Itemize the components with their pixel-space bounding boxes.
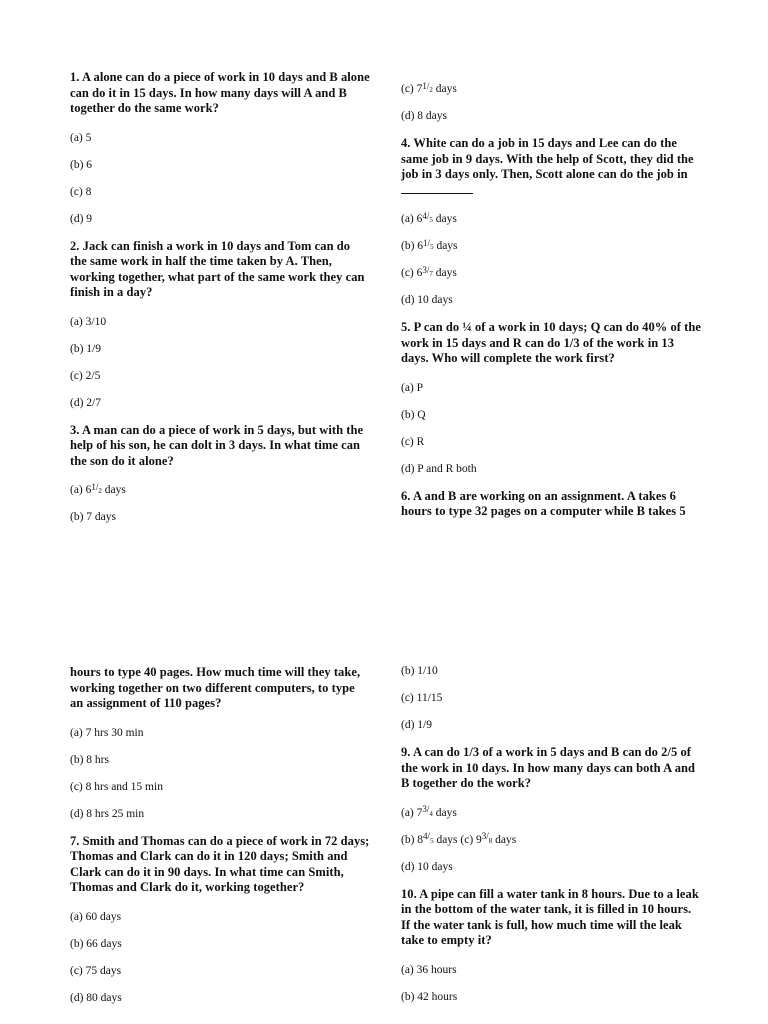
fraction-numerator: 1 (423, 237, 428, 248)
option-suffix: days (432, 806, 457, 819)
question-text (70, 70, 370, 117)
answer-option (70, 483, 370, 497)
fraction-numerator: 3 (422, 264, 427, 275)
question-block (401, 745, 701, 874)
fraction-denominator: 5 (430, 836, 434, 845)
option-prefix: (c) 7 (401, 83, 423, 95)
question-text-content: 2. Jack can finish a work in 10 days and Tom can do the same work in half the time taken by A. Then, working together, what part of the same work they can finish in a day? (70, 238, 365, 299)
answer-option: (a) 60 days (70, 910, 122, 923)
answer-option (401, 82, 701, 96)
question-text (70, 239, 370, 301)
question-text (70, 665, 370, 712)
answer-option (401, 833, 701, 847)
question-text-content: 6. A and B are working on an assignment. A takes 6 hours to type 32 pages on a computer while B takes 5 (401, 488, 686, 518)
answer-option: (b) 66 days (70, 937, 122, 950)
page-bottom-section (0, 650, 768, 1024)
option-suffix: days (432, 267, 457, 279)
fraction-numerator: 3 (481, 831, 487, 842)
answer-option: (b) 1/10 (401, 665, 438, 677)
fraction-slash: / (427, 237, 431, 248)
fraction-numerator: 3 (422, 804, 427, 815)
question-block (401, 136, 701, 307)
fraction-denominator: 5 (429, 216, 433, 224)
answer-option: (b) 1/9 (70, 342, 101, 355)
answer-option (401, 266, 701, 280)
fraction-denominator: 5 (430, 243, 434, 251)
answer-option: (b) 8 hrs (70, 753, 109, 766)
question-block (70, 239, 370, 410)
answer-option: (a) 36 hours (401, 963, 457, 976)
answer-option: (d) 80 days (70, 991, 122, 1004)
answer-option: (d) P and R both (401, 462, 477, 475)
question-text-content: 5. P can do ¼ of a work in 10 days; Q can do 40% of the work in 15 days and R can do 1/3 of the work in 13 days. Who will complete the work first? (401, 320, 701, 365)
option-suffix: days (101, 484, 126, 496)
fraction-slash: / (426, 80, 430, 91)
answer-option: (d) 2/7 (70, 396, 101, 409)
question-text (401, 887, 701, 949)
question-text-content: 9. A can do 1/3 of a work in 5 days and B can do 2/5 of the work in 10 days. In how many days can both A and B together do the work? (401, 745, 695, 790)
fraction-slash: / (426, 210, 430, 221)
question-text-content: 4. White can do a job in 15 days and Lee can do the same job in 9 days. With the help of Scott, they did the job in 3 days only. Then, Scott alone can do the job in (401, 136, 694, 181)
question-block (401, 320, 701, 476)
fraction-denominator: 2 (98, 487, 102, 495)
answer-option: (a) 5 (70, 131, 92, 144)
fraction-slash: / (426, 804, 430, 815)
fraction-denominator: 4 (429, 809, 433, 818)
right-column (401, 664, 701, 1017)
option-prefix: (b) 6 (401, 240, 424, 252)
answer-option: (c) 11/15 (401, 692, 443, 704)
answer-option: (c) 75 days (70, 964, 122, 977)
answer-option: (d) 8 hrs 25 min (70, 807, 145, 820)
fraction-numerator: 4 (423, 831, 428, 842)
fraction-slash: / (427, 831, 431, 842)
question-text (70, 423, 370, 470)
question-block (70, 423, 370, 525)
option-prefix: (c) 6 (401, 267, 423, 279)
answer-option: (c) 2/5 (70, 369, 101, 382)
option-suffix: days (492, 833, 517, 846)
question-block (401, 489, 701, 520)
answer-option: (c) R (401, 435, 425, 448)
question-block (70, 665, 370, 821)
answer-option (401, 239, 701, 253)
answer-option: (b) 42 hours (401, 990, 458, 1003)
fraction-slash: / (426, 264, 430, 275)
answer-option: (b) 7 days (70, 511, 116, 523)
question-block (401, 664, 701, 732)
fraction-numerator: 1 (422, 80, 427, 91)
option-prefix: (b) 8 (401, 833, 424, 846)
question-text (401, 320, 701, 367)
answer-option: (c) 8 (70, 185, 92, 198)
question-text (70, 834, 370, 896)
answer-option: (d) 10 days (401, 860, 453, 873)
answer-option (401, 806, 701, 820)
answer-option: (b) Q (401, 408, 426, 421)
fraction-denominator: 8 (488, 836, 493, 845)
question-text (401, 489, 701, 520)
answer-option (401, 212, 701, 226)
option-suffix: days (c) 9 (433, 833, 482, 846)
option-prefix: (a) 6 (401, 213, 423, 225)
fraction-numerator: 1 (91, 481, 96, 492)
question-text-content: 3. A man can do a piece of work in 5 days, but with the help of his son, he can dolt in 3 days. In what time can the son do it alone? (70, 422, 364, 468)
answer-option: (b) 6 (70, 158, 93, 171)
question-text-content: 7. Smith and Thomas can do a piece of work in 72 days; Thomas and Clark can do it in 120 days; Smith and Clark can do it in 90 days. In what time can Smith, Thomas and Clark do it, working together? (70, 833, 370, 894)
right-column (401, 82, 701, 534)
answer-option: (a) P (401, 381, 424, 394)
answer-option: (c) 8 hrs and 15 min (70, 780, 163, 793)
left-column (70, 70, 370, 537)
question-block (70, 70, 370, 226)
answer-option: (a) 3/10 (70, 315, 107, 328)
option-suffix: days (432, 83, 457, 95)
option-suffix: days (433, 240, 458, 252)
answer-option: (d) 1/9 (401, 719, 432, 731)
question-block (401, 82, 701, 123)
answer-option: (d) 9 (70, 212, 93, 225)
question-text (401, 745, 701, 792)
option-prefix: (a) 6 (70, 484, 92, 496)
option-suffix: days (432, 213, 457, 225)
answer-option: (d) 10 days (401, 294, 453, 306)
fraction-slash: / (95, 481, 99, 492)
question-text-content: 1. A alone can do a piece of work in 10 days and B alone can do it in 15 days. In how many days will A and B together do the same work? (70, 70, 370, 115)
question-text-content: 10. A pipe can fill a water tank in 8 hours. Due to a leak in the bottom of the water tank, it is filled in 10 hours. If the water tank is full, how much time will the leak take to empty it? (401, 886, 699, 947)
option-prefix: (a) 7 (401, 806, 423, 819)
question-block (70, 834, 370, 1005)
fraction-numerator: 4 (422, 210, 427, 221)
answer-option: (a) 7 hrs 30 min (70, 726, 144, 739)
fraction-slash: / (486, 831, 489, 842)
question-block (401, 887, 701, 1004)
fraction-denominator: 7 (429, 270, 433, 278)
question-text-content: hours to type 40 pages. How much time will they take, working together on two different computers, to type an assignment of 110 pages? (70, 665, 361, 710)
question-text (401, 136, 701, 198)
fraction-denominator: 2 (429, 86, 433, 94)
left-column (70, 665, 370, 1018)
answer-option: (d) 8 days (401, 110, 447, 122)
answer-blank (401, 183, 473, 194)
